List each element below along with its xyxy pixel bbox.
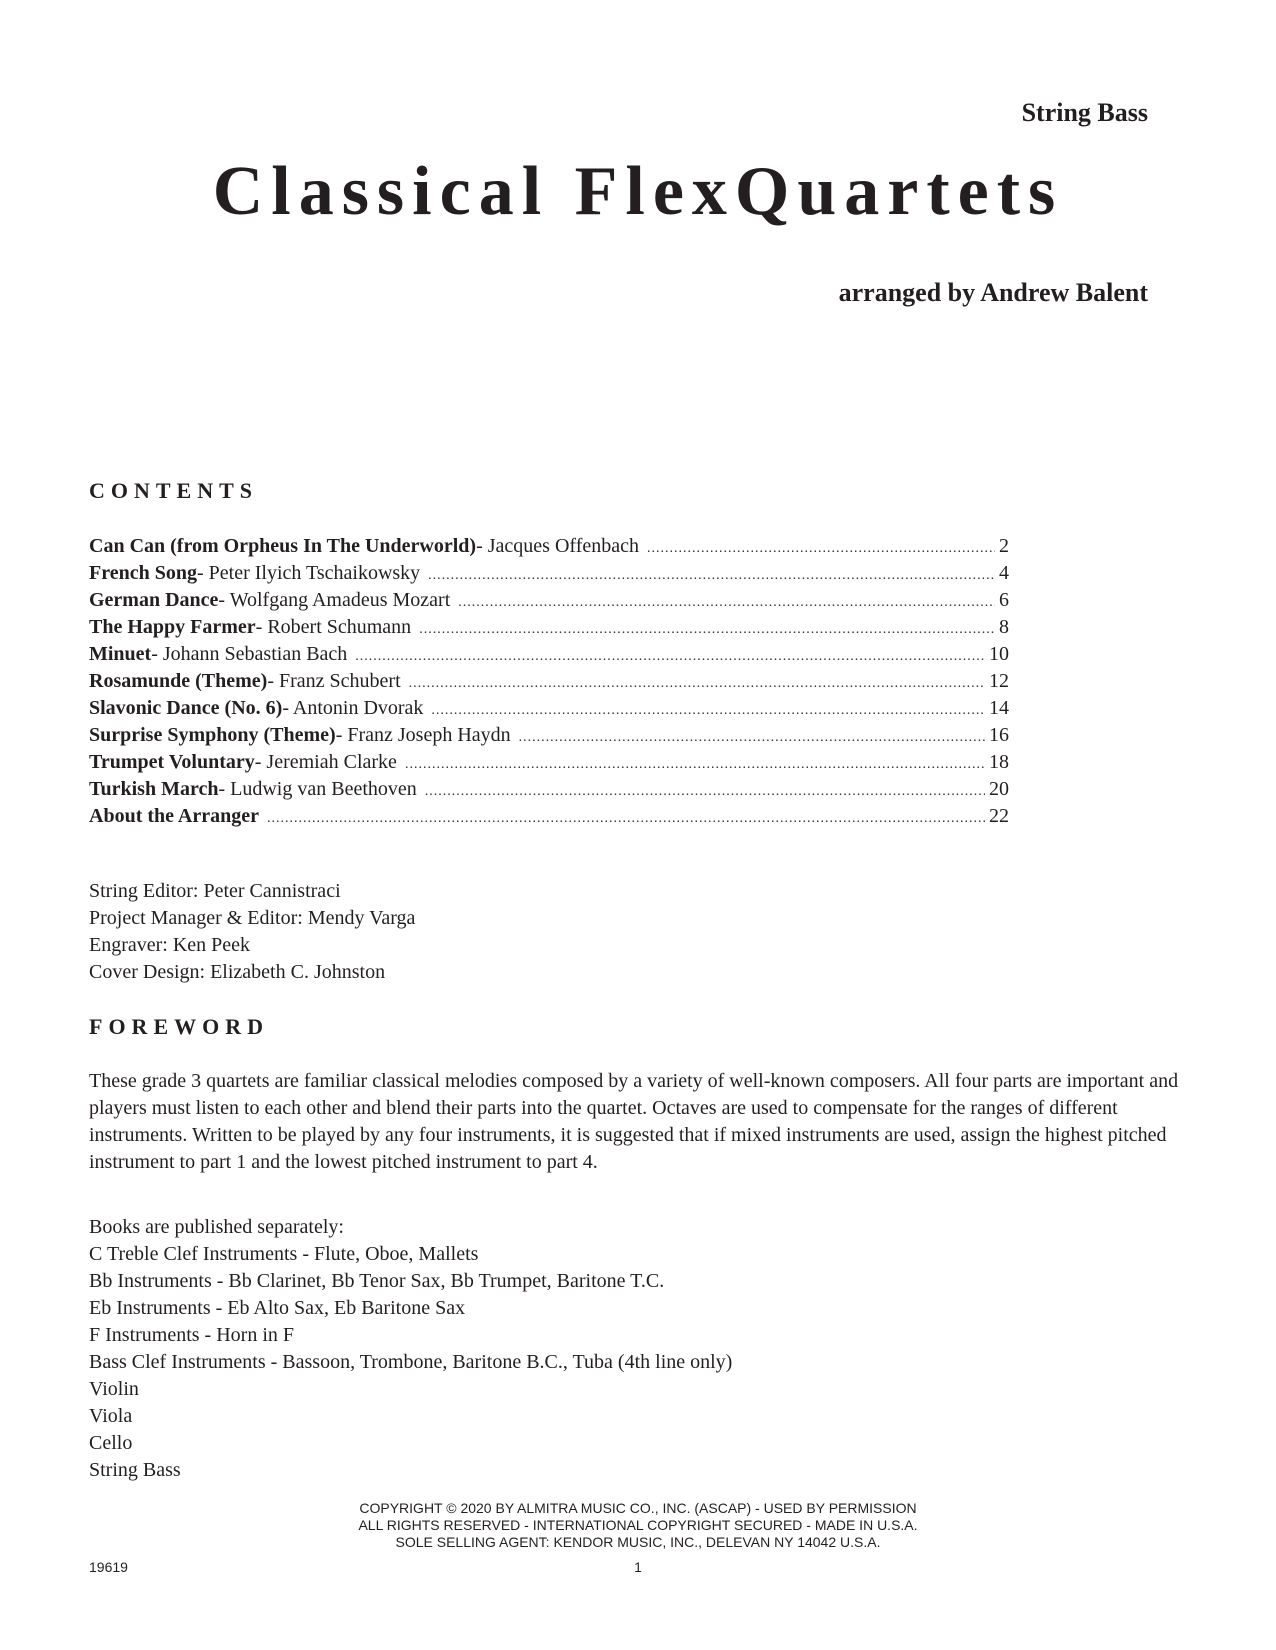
books-list <box>89 1214 732 1484</box>
dot-leader <box>409 670 985 697</box>
toc-composer: - Peter Ilyich Tschaikowsky <box>196 562 421 584</box>
toc-entry[interactable] <box>89 533 1009 560</box>
toc-page: 4 <box>999 562 1009 584</box>
toc-entry[interactable] <box>89 722 1009 749</box>
toc-page: 10 <box>989 643 1009 665</box>
book-item: Bb Instruments - Bb Clarinet, Bb Tenor Sax, Bb Trumpet, Baritone T.C. <box>89 1270 665 1292</box>
toc-page: 12 <box>989 670 1009 692</box>
toc-entry[interactable] <box>89 587 1009 614</box>
toc-title: Slavonic Dance (No. 6) <box>89 697 283 719</box>
books-intro: Books are published separately: <box>89 1216 344 1238</box>
toc-page: 20 <box>989 778 1009 800</box>
copyright-notice <box>0 1500 1276 1551</box>
toc-composer: - Ludwig van Beethoven <box>218 778 417 800</box>
book-item: Cello <box>89 1432 133 1454</box>
dot-leader <box>647 535 995 562</box>
catalog-number: 19619 <box>89 1559 128 1575</box>
toc-page: 22 <box>989 805 1009 827</box>
dot-leader <box>405 751 985 778</box>
toc-title: Can Can (from Orpheus In The Underworld) <box>89 535 477 557</box>
credit-line: Engraver: Ken Peek <box>89 934 251 956</box>
toc-composer: - Robert Schumann <box>255 616 412 638</box>
toc-page: 14 <box>989 697 1009 719</box>
credit-line: Cover Design: Elizabeth C. Johnston <box>89 961 386 983</box>
dot-leader <box>519 724 985 751</box>
toc-title: Trumpet Voluntary <box>89 751 255 773</box>
toc-entry[interactable] <box>89 695 1009 722</box>
toc-composer: - Wolfgang Amadeus Mozart <box>218 589 451 611</box>
book-item: Bass Clef Instruments - Bassoon, Trombone, Baritone B.C., Tuba (4th line only) <box>89 1351 733 1373</box>
book-item: C Treble Clef Instruments - Flute, Oboe, Mallets <box>89 1243 479 1265</box>
toc-page: 8 <box>999 616 1009 638</box>
instrument-label: String Bass <box>1021 98 1148 127</box>
toc-composer: - Jeremiah Clarke <box>254 751 397 773</box>
page-title: Classical FlexQuartets <box>212 153 1064 230</box>
toc-entry[interactable] <box>89 641 1009 668</box>
toc-page: 18 <box>989 751 1009 773</box>
toc-title: About the Arranger <box>89 805 259 827</box>
book-item: F Instruments - Horn in F <box>89 1324 294 1346</box>
credits-block <box>89 878 415 986</box>
book-item: Viola <box>89 1405 133 1427</box>
toc-title: Surprise Symphony (Theme) <box>89 724 336 746</box>
toc-title: French Song <box>89 562 197 584</box>
dot-leader <box>419 616 995 643</box>
toc-page: 16 <box>989 724 1009 746</box>
toc-page: 2 <box>999 535 1009 557</box>
toc-entry[interactable] <box>89 776 1009 803</box>
table-of-contents <box>89 533 1009 830</box>
toc-entry[interactable] <box>89 668 1009 695</box>
foreword-heading: FOREWORD <box>89 1014 269 1039</box>
toc-page: 6 <box>999 589 1009 611</box>
toc-composer: - Franz Schubert <box>267 670 401 692</box>
foreword-text: These grade 3 quartets are familiar classical melodies composed by a variety of well-known composers. All four parts are important and players must listen to each other and blend their parts into the quartet. Octaves are used to compensate for the ranges of different instruments. Written to be played by any four instruments, it is suggested that if mixed instruments are used, assign the highest pitched instrument to part 1 and the lowest pitched instrument to part 4. <box>89 1070 1179 1173</box>
dot-leader <box>428 562 995 589</box>
toc-entry[interactable] <box>89 560 1009 587</box>
credit-line: Project Manager & Editor: Mendy Varga <box>89 907 416 929</box>
page-number: 1 <box>634 1559 642 1575</box>
contents-heading: CONTENTS <box>89 478 259 503</box>
dot-leader <box>425 778 985 805</box>
book-item: Violin <box>89 1378 139 1400</box>
toc-title: German Dance <box>89 589 219 611</box>
dot-leader <box>431 697 985 724</box>
toc-entry[interactable] <box>89 614 1009 641</box>
copyright-line: SOLE SELLING AGENT: KENDOR MUSIC, INC., DELEVAN NY 14042 U.S.A. <box>395 1534 881 1550</box>
book-item: Eb Instruments - Eb Alto Sax, Eb Baritone Sax <box>89 1297 466 1319</box>
toc-title: The Happy Farmer <box>89 616 256 638</box>
copyright-line: COPYRIGHT © 2020 BY ALMITRA MUSIC CO., INC. (ASCAP) - USED BY PERMISSION <box>359 1500 917 1516</box>
toc-entry[interactable] <box>89 749 1009 776</box>
dot-leader <box>458 589 995 616</box>
copyright-line: ALL RIGHTS RESERVED - INTERNATIONAL COPYRIGHT SECURED - MADE IN U.S.A. <box>358 1517 918 1533</box>
toc-composer: - Jacques Offenbach <box>476 535 639 557</box>
toc-composer: - Antonin Dvorak <box>282 697 424 719</box>
credit-line: String Editor: Peter Cannistraci <box>89 880 341 902</box>
arranger-credit: arranged by Andrew Balent <box>838 278 1148 307</box>
toc-title: Minuet <box>89 643 152 665</box>
dot-leader <box>355 643 985 670</box>
toc-entry[interactable] <box>89 803 1009 830</box>
dot-leader <box>267 805 985 832</box>
toc-title: Rosamunde (Theme) <box>89 670 268 692</box>
toc-composer: - Franz Joseph Haydn <box>335 724 511 746</box>
toc-title: Turkish March <box>89 778 219 800</box>
toc-composer: - Johann Sebastian Bach <box>151 643 348 665</box>
book-item: String Bass <box>89 1459 181 1481</box>
